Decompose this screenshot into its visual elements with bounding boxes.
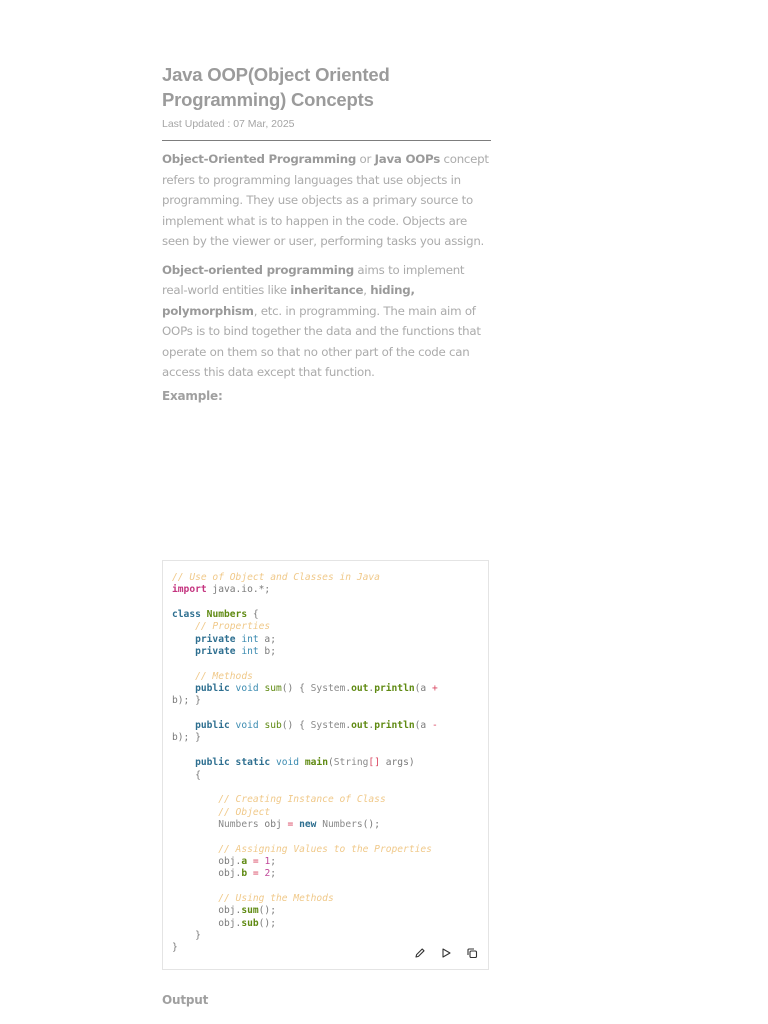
aim-text-2: , (363, 283, 371, 297)
intro-text-1: or (356, 152, 375, 166)
last-updated: Last Updated : 07 Mar, 2025 (162, 118, 295, 130)
aim-paragraph (162, 260, 491, 383)
example-label: Example: (162, 388, 223, 403)
page-title: Java OOP(Object Oriented Programming) Concepts (162, 64, 390, 110)
pencil-icon[interactable] (414, 947, 426, 959)
code-block[interactable] (162, 560, 489, 970)
aim-bold-oop: Object-oriented programming (162, 262, 354, 277)
intro-paragraph (162, 149, 491, 252)
aim-bold-hiding: hiding, polymorphism (162, 283, 415, 318)
code-content[interactable]: // Use of Object and Classes in Java import java.io.*; class Numbers { // Properties private int a; private int b; // Methods public void sum() { System.out.println(a + b); } public void sub() { System.out.println(a - b); } public static void main(String[] args) { // Creating Instance of Class // Object Numbers obj = new Numbers(); // Assigning Values to the Properties obj.a = 1; obj.b = 2; // Using the Methods obj.sum(); obj.sub(); } } (172, 572, 438, 954)
output-label: Output (162, 993, 209, 1007)
intro-bold-oops: Java OOPs (374, 152, 440, 166)
intro-text-2: concept refers to programming languages that use objects in programming. They use objects as a primary source to implement what is to happen in the code. Objects are seen by the viewer or user, performing tasks you assign. (162, 152, 489, 248)
aim-text-3: , etc. in programming. The main aim of OOPs is to bind together the data and the functions that operate on them so that no other part of the code can access this data except that function. (162, 303, 481, 379)
copy-icon[interactable] (466, 947, 478, 959)
title-divider (162, 140, 491, 141)
play-icon[interactable] (440, 947, 452, 959)
intro-bold-oop: Object-Oriented Programming (162, 152, 357, 166)
aim-bold-inheritance: inheritance (290, 283, 364, 297)
aim-text-1: aims to implement real-world entities like (162, 262, 465, 297)
article (162, 62, 491, 403)
code-toolbar (414, 947, 478, 959)
